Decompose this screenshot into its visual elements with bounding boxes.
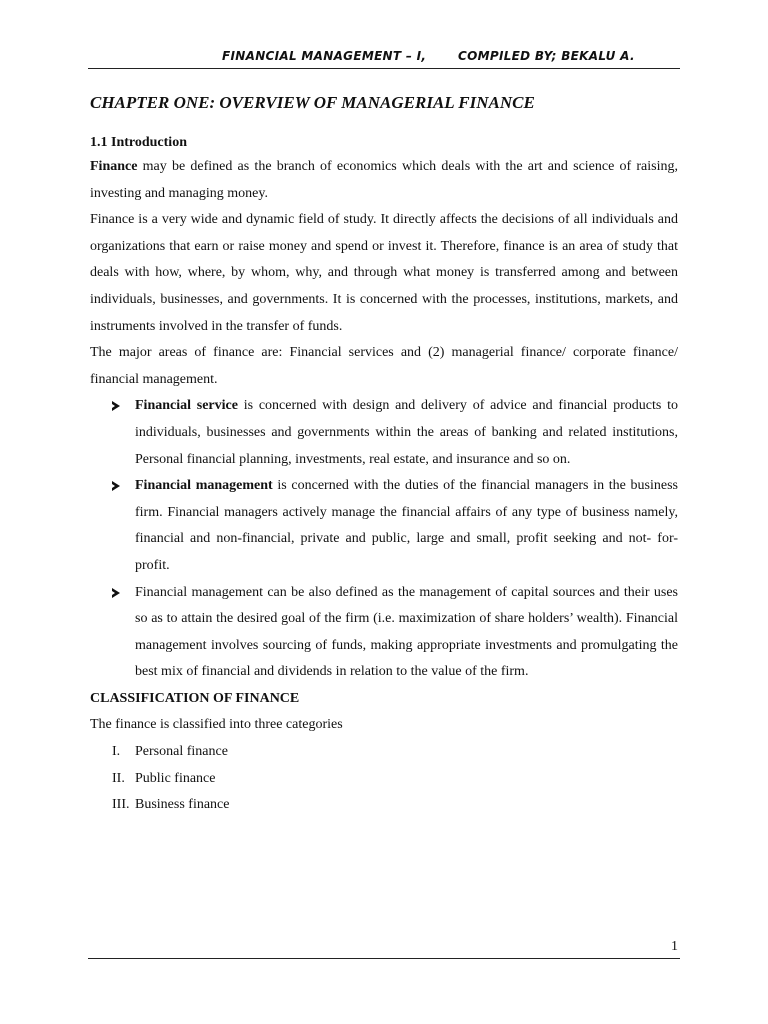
bullet-term: Financial management bbox=[135, 478, 273, 494]
bullet-item bbox=[90, 393, 678, 473]
intro-paragraph bbox=[90, 154, 678, 207]
arrow-bullet-icon bbox=[112, 401, 120, 411]
intro-definition: may be defined as the branch of economics which deals with the art and science of raising, investing and managing money. bbox=[90, 159, 678, 201]
category-number: III. bbox=[112, 797, 130, 813]
arrow-bullet-icon bbox=[112, 588, 120, 598]
bullet-item bbox=[90, 580, 678, 686]
category-label: Personal finance bbox=[135, 744, 228, 760]
category-item bbox=[90, 792, 678, 819]
category-label: Business finance bbox=[135, 797, 230, 813]
header-course-title: FINANCIAL MANAGEMENT – I, bbox=[222, 49, 427, 63]
classification-intro: The finance is classified into three categories bbox=[90, 717, 343, 733]
bullet-list bbox=[90, 393, 678, 686]
category-label: Public finance bbox=[135, 770, 216, 786]
section-heading: 1.1 Introduction bbox=[90, 135, 187, 150]
classification-heading: CLASSIFICATION OF FINANCE bbox=[90, 690, 300, 706]
bullet-item bbox=[90, 473, 678, 579]
header-compiler: COMPILED BY; BEKALU A. bbox=[458, 49, 635, 63]
bullet-text: is concerned with the duties of the financial managers in the business firm. Financial managers actively manage the financial affairs of any type of business namely, financial and non-financial, private and public, large and small, profit seeking and not- for- profit. bbox=[135, 478, 678, 573]
bullet-text: Financial management can be also defined as the management of capital sources and their uses so as to attain the desired goal of the firm (i.e. maximization of share holders’ wealth). Financial management involves sourcing of funds, making appropriate investments and promulgating the best mix of financial and dividends in relation to the value of the firm. bbox=[135, 584, 678, 680]
page-content bbox=[90, 90, 678, 819]
category-number: II. bbox=[112, 770, 125, 786]
intro-term: Finance bbox=[90, 159, 138, 174]
category-item bbox=[90, 766, 678, 793]
category-list bbox=[90, 739, 678, 819]
bullet-term: Financial service bbox=[135, 398, 238, 414]
header-rule bbox=[88, 68, 680, 69]
category-item bbox=[90, 739, 678, 766]
arrow-bullet-icon bbox=[112, 481, 120, 491]
footer-rule bbox=[88, 958, 680, 959]
paragraph-2: Finance is a very wide and dynamic field of study. It directly affects the decisions of all individuals and organizations that earn or raise money and spend or invest it. Therefore, finance is an area of study that deals with how, where, by whom, why, and through what money is transferred among and between individuals, businesses, and governments. It is concerned with the processes, institutions, markets, and instruments involved in the transfer of funds. bbox=[90, 212, 678, 334]
bullet-text: is concerned with design and delivery of advice and financial products to individuals, businesses and governments within the areas of banking and related institutions, Personal financial planning, investments, real estate, and insurance and so on. bbox=[135, 398, 678, 467]
category-number: I. bbox=[112, 744, 121, 760]
chapter-title: CHAPTER ONE: OVERVIEW OF MANAGERIAL FINANCE bbox=[90, 93, 535, 112]
paragraph-3: The major areas of finance are: Financial services and (2) managerial finance/ corporate finance/ financial management. bbox=[90, 345, 678, 387]
page-number: 1 bbox=[671, 939, 678, 954]
